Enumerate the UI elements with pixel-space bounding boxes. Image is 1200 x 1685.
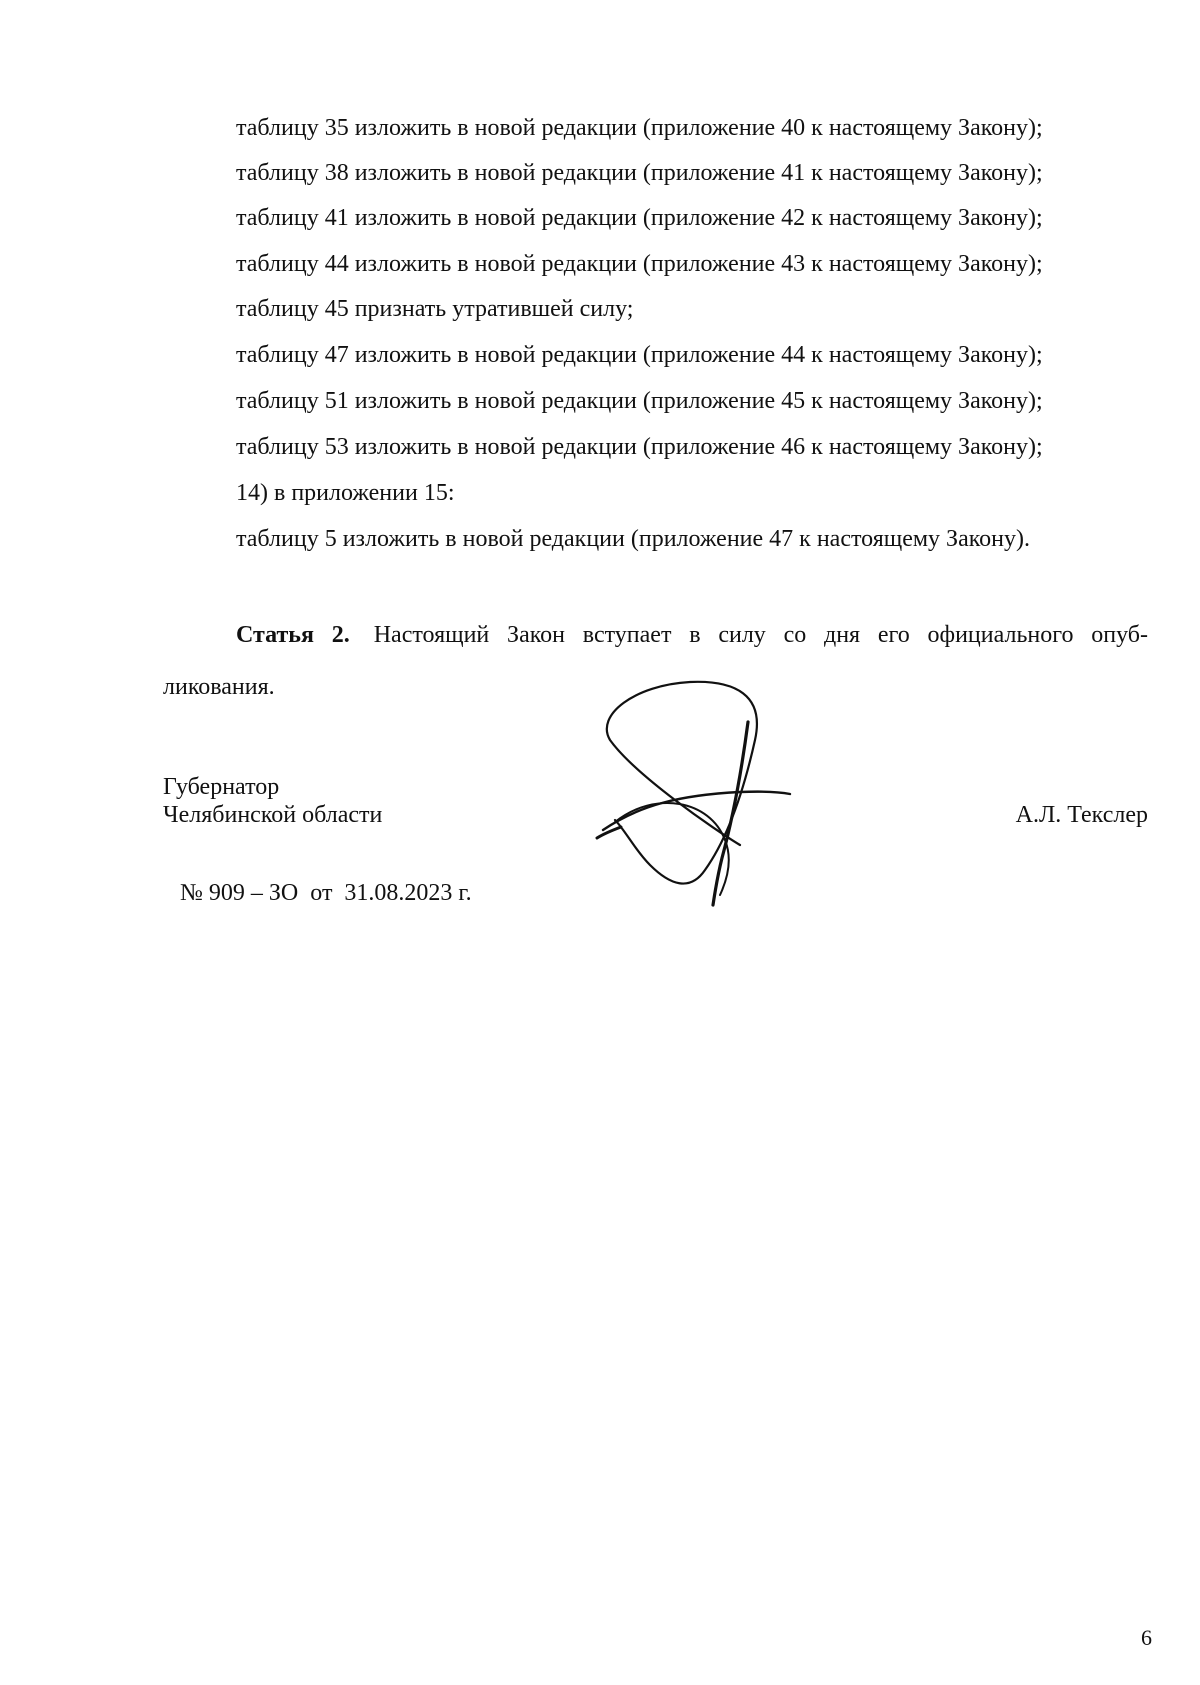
amendment-line: таблицу 44 изложить в новой редакции (приложение 43 к настоящему Закону); bbox=[236, 251, 1043, 277]
article-text: Настоящий Закон вступает в силу со дня его официального опуб- bbox=[373, 622, 1148, 648]
governor-title-line2: Челябинской области bbox=[163, 802, 383, 828]
amendment-line: таблицу 38 изложить в новой редакции (приложение 41 к настоящему Закону); bbox=[236, 160, 1043, 186]
amendment-line: таблицу 47 изложить в новой редакции (приложение 44 к настоящему Закону); bbox=[236, 342, 1043, 368]
amendment-line: таблицу 53 изложить в новой редакции (приложение 46 к настоящему Закону); bbox=[236, 434, 1043, 460]
amendment-line: таблицу 35 изложить в новой редакции (приложение 40 к настоящему Закону); bbox=[236, 115, 1043, 141]
amendment-line: таблицу 5 изложить в новой редакции (приложение 47 к настоящему Закону). bbox=[236, 526, 1031, 552]
governor-title-line1: Губернатор bbox=[163, 774, 280, 800]
article-text-continuation: ликования. bbox=[163, 674, 275, 700]
amendment-line: 14) в приложении 15: bbox=[236, 480, 455, 506]
amendment-line: таблицу 51 изложить в новой редакции (приложение 45 к настоящему Закону); bbox=[236, 388, 1043, 414]
article-heading: Статья 2. bbox=[236, 622, 350, 648]
handwritten-signature bbox=[595, 680, 815, 910]
governor-title bbox=[163, 773, 382, 829]
governor-name: А.Л. Текслер bbox=[1015, 802, 1148, 828]
page-number: 6 bbox=[1141, 1625, 1152, 1650]
amendment-line: таблицу 41 изложить в новой редакции (приложение 42 к настоящему Закону); bbox=[236, 205, 1043, 231]
amendment-line: таблицу 45 признать утратившей силу; bbox=[236, 296, 634, 322]
article-first-line bbox=[163, 620, 1148, 650]
document-number: № 909 – ЗО от 31.08.2023 г. bbox=[180, 880, 472, 906]
